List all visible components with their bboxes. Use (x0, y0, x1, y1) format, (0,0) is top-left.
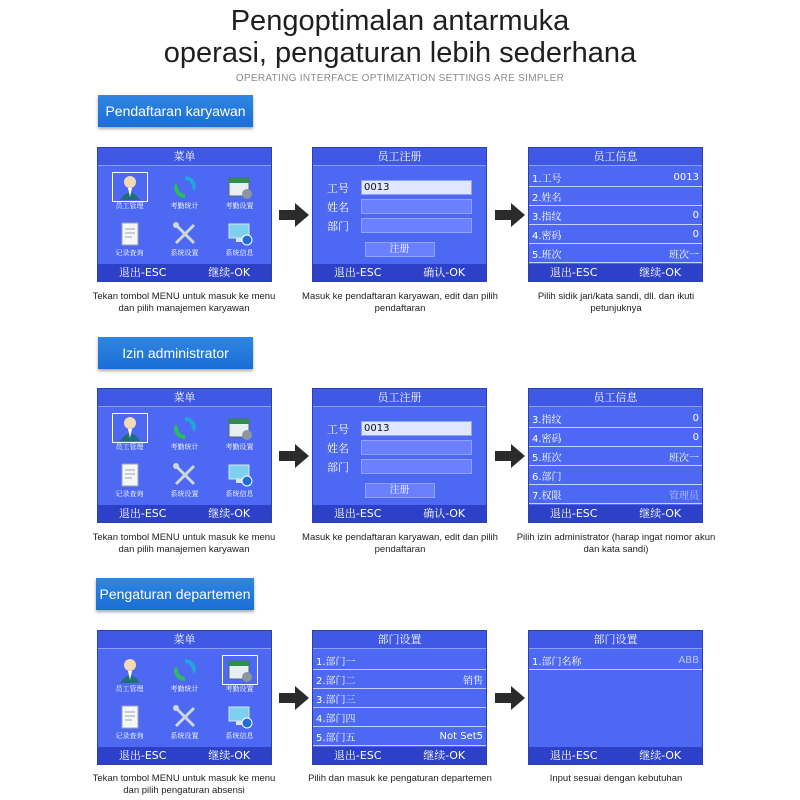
screen-title: 菜单 (98, 631, 271, 649)
arrow-right-icon (277, 685, 311, 711)
arrow-right-icon (493, 443, 527, 469)
list-item[interactable] (529, 244, 702, 263)
menu-item-system-info[interactable] (212, 699, 267, 747)
menu-item-attendance-settings[interactable] (212, 168, 267, 216)
menu-item-label: 考勤统计 (170, 442, 199, 451)
screen-footer (313, 264, 486, 281)
item-label: 4.部门四 (316, 713, 356, 725)
section-label-admin-permission: Izin administrator (98, 337, 253, 369)
ok-label: 继续-OK (208, 266, 251, 279)
menu-item-employee-management[interactable] (102, 168, 157, 216)
menu-item-system-info[interactable] (212, 457, 267, 505)
item-value: 0013 (673, 171, 699, 183)
menu-item-attendance-settings[interactable] (212, 651, 267, 699)
register-button[interactable]: 注册 (365, 242, 435, 257)
page-subtitle: OPERATING INTERFACE OPTIMIZATION SETTINGS ARE SIMPLER (235, 73, 565, 84)
employee-icon (113, 414, 147, 442)
menu-item-label: 记录查询 (115, 490, 144, 499)
screen-footer (98, 505, 271, 522)
sync-icon (168, 656, 202, 684)
menu-item-label: 考勤统计 (170, 684, 199, 693)
tools-icon (168, 703, 202, 731)
list-item[interactable] (313, 670, 486, 689)
screen-footer (98, 747, 271, 764)
employee-id-row (327, 180, 472, 195)
item-label: 3.部门三 (316, 694, 356, 706)
esc-label: 退出-ESC (549, 507, 598, 520)
menu-item-system-settings[interactable] (157, 216, 212, 264)
list-item[interactable] (529, 466, 702, 485)
section-label-department-settings: Pengaturan departemen (96, 578, 254, 610)
section-label-employee-registration: Pendaftaran karyawan (98, 95, 253, 127)
item-value: 班次一 (669, 452, 699, 464)
page-title-line-1: Pengoptimalan antarmuka (230, 5, 570, 37)
item-value: 管理员 (669, 490, 699, 502)
item-label: 3.指纹 (532, 211, 562, 223)
item-label: 4.密码 (532, 230, 562, 242)
list-item[interactable] (529, 447, 702, 466)
list-item[interactable] (529, 428, 702, 447)
step-caption: Tekan tombol MENU untuk masuk ke menu dan pilih manajemen karyawan (92, 291, 276, 314)
department-edit-screen (528, 630, 703, 765)
menu-item-label: 考勤设置 (225, 684, 254, 693)
item-label: 5.部门五 (316, 732, 356, 744)
menu-item-record-query[interactable] (102, 216, 157, 264)
arrow-right-icon (277, 202, 311, 228)
menu-item-label: 系统信息 (225, 490, 254, 499)
esc-label: 退出-ESC (549, 749, 598, 762)
menu-item-system-info[interactable] (212, 216, 267, 264)
step-caption: Tekan tombol MENU untuk masuk ke menu dan pilih pengaturan absensi (92, 773, 276, 796)
menu-item-system-settings[interactable] (157, 457, 212, 505)
list-item[interactable] (529, 168, 702, 187)
name-field[interactable] (361, 440, 472, 455)
calendar-icon (223, 656, 257, 684)
name-row (327, 440, 472, 455)
sync-icon (168, 414, 202, 442)
screen-footer (529, 505, 702, 522)
esc-label: 退出-ESC (333, 749, 382, 762)
screen-footer (313, 505, 486, 522)
menu-item-system-settings[interactable] (157, 699, 212, 747)
screen-title: 员工注册 (313, 389, 486, 407)
menu-item-attendance-stats[interactable] (157, 168, 212, 216)
field-label: 姓名 (327, 200, 349, 214)
item-value: 班次一 (669, 249, 699, 261)
menu-item-label: 系统信息 (225, 732, 254, 741)
list-item[interactable] (313, 651, 486, 670)
screen-title: 员工信息 (529, 389, 702, 407)
list-item[interactable] (529, 409, 702, 428)
department-row (327, 459, 472, 474)
arrow-right-icon (493, 202, 527, 228)
department-field[interactable] (361, 218, 472, 233)
field-label: 姓名 (327, 441, 349, 455)
screen-footer (529, 264, 702, 281)
employee-icon (113, 656, 147, 684)
tools-icon (168, 220, 202, 248)
document-icon (113, 703, 147, 731)
field-label: 部门 (327, 219, 349, 233)
menu-screen (97, 630, 272, 765)
menu-item-label: 记录查询 (115, 732, 144, 741)
menu-item-label: 系统设置 (170, 732, 199, 741)
step-caption: Pilih dan masuk ke pengaturan departemen (308, 773, 492, 784)
page-title-line-2: operasi, pengaturan lebih sederhana (163, 37, 637, 69)
step-caption: Pilih izin administrator (harap ingat nomor akun dan kata sandi) (516, 532, 716, 555)
menu-item-label: 员工管理 (115, 684, 144, 693)
menu-item-attendance-settings[interactable] (212, 409, 267, 457)
item-label: 5.班次 (532, 452, 562, 464)
esc-label: 退出-ESC (333, 507, 382, 520)
ok-label: 继续-OK (423, 749, 466, 762)
item-label: 2.部门二 (316, 675, 356, 687)
screen-footer (529, 747, 702, 764)
register-button[interactable]: 注册 (365, 483, 435, 498)
item-value: ABB (678, 654, 699, 666)
item-label: 3.指纹 (532, 414, 562, 426)
field-label: 工号 (327, 422, 349, 436)
item-value: 0 (692, 431, 699, 443)
list-item[interactable] (529, 206, 702, 225)
item-label: 4.密码 (532, 433, 562, 445)
item-label: 1.工号 (532, 173, 562, 185)
step-caption: Masuk ke pendaftaran karyawan, edit dan pilih pendaftaran (302, 291, 498, 314)
item-label: 1.部门名称 (532, 656, 582, 668)
list-item[interactable] (529, 485, 702, 504)
esc-label: 退出-ESC (549, 266, 598, 279)
menu-item-label: 系统设置 (170, 490, 199, 499)
item-label: 7.权限 (532, 490, 562, 502)
screen-footer (98, 264, 271, 281)
screen-title: 员工注册 (313, 148, 486, 166)
screen-title: 员工信息 (529, 148, 702, 166)
esc-label: 退出-ESC (333, 266, 382, 279)
monitor-info-icon (223, 703, 257, 731)
employee-registration-screen (312, 147, 487, 282)
menu-item-label: 员工管理 (115, 201, 144, 210)
item-label: 1.部门一 (316, 656, 356, 668)
menu-item-label: 考勤统计 (170, 201, 199, 210)
employee-registration-screen (312, 388, 487, 523)
employee-id-field[interactable]: 0013 (361, 180, 472, 195)
document-icon (113, 220, 147, 248)
ok-label: 继续-OK (208, 749, 251, 762)
list-item[interactable] (529, 651, 702, 670)
ok-label: 继续-OK (639, 507, 682, 520)
ok-label: 确认-OK (423, 507, 466, 520)
monitor-info-icon (223, 461, 257, 489)
field-label: 工号 (327, 181, 349, 195)
employee-icon (113, 173, 147, 201)
department-row (327, 218, 472, 233)
menu-screen (97, 388, 272, 523)
item-value: Not Set5 (439, 730, 483, 742)
menu-screen (97, 147, 272, 282)
employee-info-screen (528, 388, 703, 523)
monitor-info-icon (223, 220, 257, 248)
name-row (327, 199, 472, 214)
menu-item-record-query[interactable] (102, 699, 157, 747)
step-caption: Masuk ke pendaftaran karyawan, edit dan pilih pendaftaran (302, 532, 498, 555)
screen-footer (313, 747, 486, 764)
employee-id-field[interactable]: 0013 (361, 421, 472, 436)
ok-label: 继续-OK (639, 266, 682, 279)
screen-title: 部门设置 (529, 631, 702, 649)
item-value: 0 (692, 228, 699, 240)
arrow-right-icon (277, 443, 311, 469)
step-caption: Tekan tombol MENU untuk masuk ke menu dan pilih manajemen karyawan (92, 532, 276, 555)
screen-title: 菜单 (98, 389, 271, 407)
ok-label: 继续-OK (639, 749, 682, 762)
sync-icon (168, 173, 202, 201)
menu-item-label: 记录查询 (115, 249, 144, 258)
name-field[interactable] (361, 199, 472, 214)
item-value: 0 (692, 412, 699, 424)
screen-title: 菜单 (98, 148, 271, 166)
arrow-right-icon (493, 685, 527, 711)
menu-item-employee-management[interactable] (102, 409, 157, 457)
step-caption: Input sesuai dengan kebutuhan (549, 773, 683, 784)
list-item[interactable] (313, 708, 486, 727)
list-item[interactable] (529, 187, 702, 206)
calendar-icon (223, 414, 257, 442)
item-value: 0 (692, 209, 699, 221)
esc-label: 退出-ESC (118, 507, 167, 520)
menu-item-label: 员工管理 (115, 442, 144, 451)
menu-item-attendance-stats[interactable] (157, 409, 212, 457)
tools-icon (168, 461, 202, 489)
ok-label: 继续-OK (208, 507, 251, 520)
department-field[interactable] (361, 459, 472, 474)
menu-item-label: 考勤设置 (225, 442, 254, 451)
document-icon (113, 461, 147, 489)
employee-id-row (327, 421, 472, 436)
screen-title: 部门设置 (313, 631, 486, 649)
list-item[interactable] (313, 689, 486, 708)
menu-item-label: 系统信息 (225, 249, 254, 258)
field-label: 部门 (327, 460, 349, 474)
item-label: 6.部门 (532, 471, 562, 483)
menu-item-attendance-stats[interactable] (157, 651, 212, 699)
menu-item-record-query[interactable] (102, 457, 157, 505)
menu-item-employee-management[interactable] (102, 651, 157, 699)
list-item[interactable] (529, 225, 702, 244)
step-caption: Pilih sidik jari/kata sandi, dll. dan ikuti petunjuknya (537, 291, 695, 314)
item-label: 2.姓名 (532, 192, 562, 204)
list-item[interactable] (313, 727, 486, 746)
item-label: 5.班次 (532, 249, 562, 261)
item-value: 销售 (463, 675, 483, 687)
esc-label: 退出-ESC (118, 266, 167, 279)
menu-item-label: 系统设置 (170, 249, 199, 258)
employee-info-screen (528, 147, 703, 282)
calendar-icon (223, 173, 257, 201)
menu-item-label: 考勤设置 (225, 201, 254, 210)
department-list-screen (312, 630, 487, 765)
ok-label: 确认-OK (423, 266, 466, 279)
esc-label: 退出-ESC (118, 749, 167, 762)
